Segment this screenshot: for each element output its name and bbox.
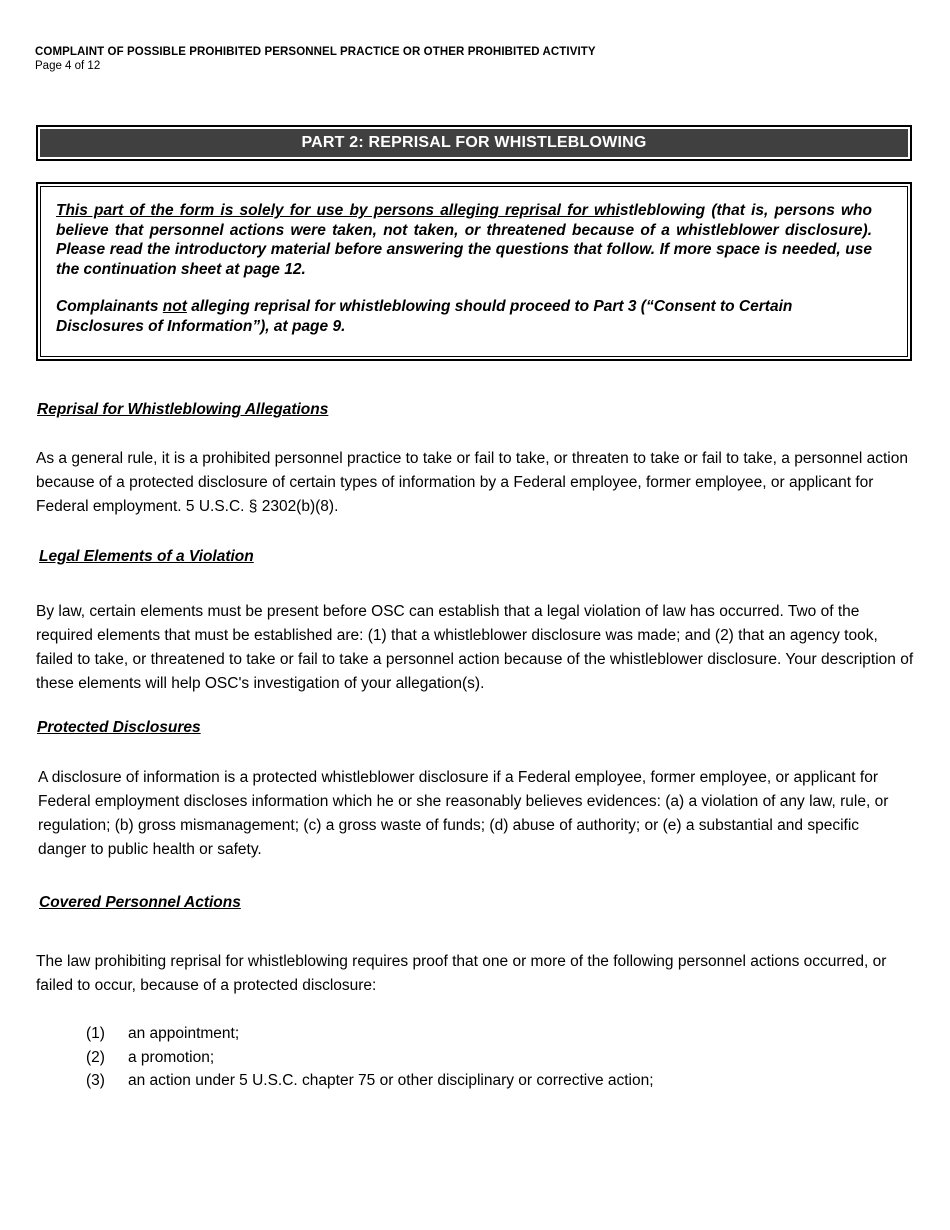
part-banner-title: PART 2: REPRISAL FOR WHISTLEBLOWING (40, 129, 908, 157)
notice-proceed-before: Complainants (56, 298, 163, 315)
heading-covered-actions: Covered Personnel Actions (39, 894, 241, 911)
personnel-actions-list (86, 1022, 654, 1093)
notice-paragraph-usage (56, 201, 872, 279)
list-item-text: a promotion; (128, 1048, 215, 1066)
notice-proceed-after: alleging reprisal for whistleblowing should proceed to Part 3 (“Consent to Certain Disclosures of Information”), at page 9. (56, 298, 793, 335)
paragraph-covered-actions: The law prohibiting reprisal for whistleblowing requires proof that one or more of the following personnel actions occurred, or failed to occur, because of a protected disclosure: (36, 953, 887, 994)
list-item-text: an appointment; (128, 1025, 240, 1042)
notice-underlined-text: This part of the form is solely for use by persons alleging reprisal for whi (56, 202, 620, 219)
notice-paragraph-proceed (56, 297, 816, 336)
notice-box (36, 182, 912, 361)
list-item-number: (3) (86, 1072, 105, 1089)
heading-protected-disclosures: Protected Disclosures (37, 719, 201, 736)
form-title: COMPLAINT OF POSSIBLE PROHIBITED PERSONNEL PRACTICE OR OTHER PROHIBITED ACTIVITY (35, 46, 596, 58)
notice-inner (40, 186, 908, 357)
list-item-number: (2) (86, 1048, 105, 1066)
part-banner (36, 125, 912, 161)
paragraph-reprisal: As a general rule, it is a prohibited personnel practice to take or fail to take, or threaten to take or fail to take, a personnel action because of a protected disclosure of certain types of information by a Federal employee, former employee, or applicant for Federal employment. 5 U.S.C. § 2302(b)(8). (36, 450, 908, 515)
notice-not-emphasis: not (162, 298, 187, 315)
heading-reprisal: Reprisal for Whistleblowing Allegations (37, 401, 329, 418)
list-item-number: (1) (86, 1025, 105, 1042)
paragraph-protected-disclosures: A disclosure of information is a protected whistleblower disclosure if a Federal employee, former employee, or applicant for Federal employment discloses information which he or she reasonably believes evidences: (a) a violation of any law, rule, or regulation; (b) gross mismanagement; (c) a gross waste of funds; (d) abuse of authority; or (e) a substantial and specific danger to public health or safety. (38, 769, 889, 858)
list-item (86, 1022, 654, 1046)
list-item (86, 1046, 654, 1070)
notice-text: stleblowing (that is, persons who believe that personnel actions were taken, not taken, or threatened because of a whistleblower disclosure). Please read the introductory material before answering the questions that follow. If more space is needed, use the continuation sheet at page 12. (56, 202, 872, 278)
page-number: Page 4 of 12 (35, 60, 101, 72)
heading-legal-elements: Legal Elements of a Violation (39, 548, 254, 565)
list-item-text: an action under 5 U.S.C. chapter 75 or other disciplinary or corrective action; (128, 1072, 654, 1089)
list-item (86, 1069, 654, 1093)
paragraph-legal-elements: By law, certain elements must be present before OSC can establish that a legal violation of law has occurred. Two of the required elements that must be established are: (1) that a whistleblower disclosure was made; and (2) that an agency took, failed to take, or threatened to take or fail to take a personnel action because of the whistleblower disclosure. Your description of these elements will help OSC's investigation of your allegation(s). (36, 603, 914, 692)
